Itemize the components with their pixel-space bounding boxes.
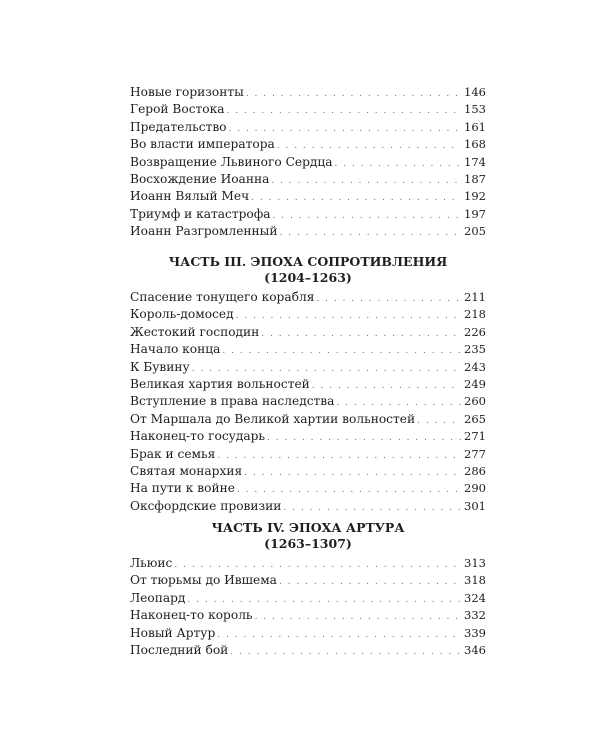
entry-title: Брак и семья — [130, 446, 216, 461]
entry-page: 346 — [464, 642, 486, 657]
entry-page: 249 — [464, 376, 486, 391]
entry-page: 153 — [464, 102, 486, 117]
part-4-range: (1263–1307) — [264, 536, 352, 551]
leader-dots — [244, 465, 461, 482]
entry-page: 211 — [464, 290, 486, 304]
toc-entry — [130, 625, 486, 642]
entry-title: Льюис — [130, 556, 173, 570]
toc-entry — [130, 341, 486, 358]
entry-page: 260 — [464, 394, 486, 409]
entry-title: На пути к войне — [130, 481, 235, 496]
toc-entry — [130, 154, 486, 171]
leader-dots — [335, 156, 462, 173]
entry-page: 226 — [464, 324, 486, 339]
leader-dots — [273, 208, 462, 225]
toc-entry — [130, 119, 486, 136]
entry-title: Возвращение Львиного Сердца — [130, 154, 333, 169]
toc-entry — [130, 590, 486, 607]
leader-dots — [227, 103, 462, 120]
leader-dots — [261, 326, 461, 343]
toc-group-1 — [130, 84, 486, 241]
leader-dots — [246, 86, 461, 103]
toc-entry — [130, 101, 486, 118]
entry-title: Герой Востока — [130, 102, 225, 117]
entry-title: Последний бой — [130, 642, 229, 657]
entry-title: Оксфордские провизии — [130, 498, 282, 513]
leader-dots — [280, 225, 462, 242]
toc-entry — [130, 480, 486, 497]
entry-page: 324 — [464, 590, 486, 605]
entry-page: 286 — [464, 463, 486, 478]
toc-part-4 — [130, 555, 486, 659]
entry-page: 235 — [464, 342, 486, 357]
entry-title: Новый Артур — [130, 625, 216, 640]
toc-entry — [130, 359, 486, 376]
entry-title: Великая хартия вольностей — [130, 376, 310, 391]
toc-entry — [130, 324, 486, 341]
entry-title: Начало конца — [130, 342, 221, 357]
part-3-range: (1204–1263) — [264, 270, 352, 285]
entry-page: 290 — [464, 481, 486, 496]
entry-page: 339 — [464, 625, 486, 640]
leader-dots — [236, 308, 461, 325]
entry-title: Иоанн Разгромленный — [130, 224, 278, 239]
entry-title: Святая монархия — [130, 463, 243, 478]
entry-page: 161 — [464, 119, 486, 134]
toc-entry — [130, 188, 486, 205]
toc-entry — [130, 411, 486, 428]
toc-entry — [130, 206, 486, 223]
entry-title: Наконец-то государь — [130, 429, 266, 444]
leader-dots — [217, 627, 461, 644]
entry-title: Предательство — [130, 119, 227, 134]
toc-entry — [130, 572, 486, 589]
entry-title: Леопард — [130, 590, 186, 605]
toc-part-3 — [130, 289, 486, 515]
entry-title: Во власти императора — [130, 137, 275, 152]
toc-entry — [130, 463, 486, 480]
toc-entry — [130, 393, 486, 410]
entry-page: 301 — [464, 498, 486, 513]
leader-dots — [230, 644, 461, 661]
entry-page: 197 — [464, 206, 486, 221]
toc-entry — [130, 223, 486, 240]
entry-page: 218 — [464, 307, 486, 322]
part-3-title: ЧАСТЬ III. ЭПОХА СОПРОТИВЛЕНИЯ — [168, 254, 448, 269]
toc-entry — [130, 84, 486, 101]
entry-title: Наконец-то король — [130, 608, 253, 623]
leader-dots — [417, 413, 461, 430]
entry-page: 168 — [464, 137, 486, 152]
leader-dots — [255, 609, 461, 626]
entry-page: 192 — [464, 189, 486, 204]
entry-page: 332 — [464, 608, 486, 623]
leader-dots — [283, 500, 461, 517]
entry-page: 174 — [464, 154, 486, 169]
toc-entry — [130, 642, 486, 659]
entry-title: Жестокий господин — [130, 324, 260, 339]
entry-title: К Бувину — [130, 359, 190, 374]
toc-entry — [130, 306, 486, 323]
toc-entry — [130, 498, 486, 515]
entry-page: 146 — [464, 85, 486, 99]
leader-dots — [217, 448, 461, 465]
entry-title: Спасение тонущего корабля — [130, 290, 315, 304]
entry-page: 318 — [464, 573, 486, 588]
toc-entry — [130, 376, 486, 393]
part-4-title: ЧАСТЬ IV. ЭПОХА АРТУРА — [211, 520, 405, 535]
toc-entry — [130, 607, 486, 624]
entry-title: Вступление в права наследства — [130, 394, 335, 409]
entry-title: Новые горизонты — [130, 85, 244, 99]
leader-dots — [316, 291, 461, 308]
leader-dots — [279, 574, 461, 591]
entry-title: От тюрьмы до Ившема — [130, 573, 277, 588]
entry-page: 265 — [464, 411, 486, 426]
leader-dots — [222, 343, 461, 360]
entry-page: 277 — [464, 446, 486, 461]
part-4-heading — [130, 520, 486, 552]
entry-title: От Маршала до Великой хартии вольностей — [130, 411, 416, 426]
toc-entry — [130, 555, 486, 572]
toc-entry — [130, 136, 486, 153]
entry-title: Король-домосед — [130, 307, 234, 322]
part-3-heading — [130, 254, 486, 286]
leader-dots — [271, 173, 461, 190]
toc-entry — [130, 428, 486, 445]
entry-page: 243 — [464, 359, 486, 374]
toc-entry — [130, 289, 486, 306]
entry-page: 271 — [464, 429, 486, 444]
toc-entry — [130, 446, 486, 463]
entry-title: Иоанн Вялый Меч — [130, 189, 250, 204]
entry-page: 313 — [464, 556, 486, 570]
leader-dots — [267, 430, 461, 447]
entry-title: Триумф и катастрофа — [130, 206, 271, 221]
entry-title: Восхождение Иоанна — [130, 171, 270, 186]
toc-entry — [130, 171, 486, 188]
leader-dots — [251, 190, 461, 207]
entry-page: 205 — [464, 224, 486, 239]
entry-page: 187 — [464, 171, 486, 186]
